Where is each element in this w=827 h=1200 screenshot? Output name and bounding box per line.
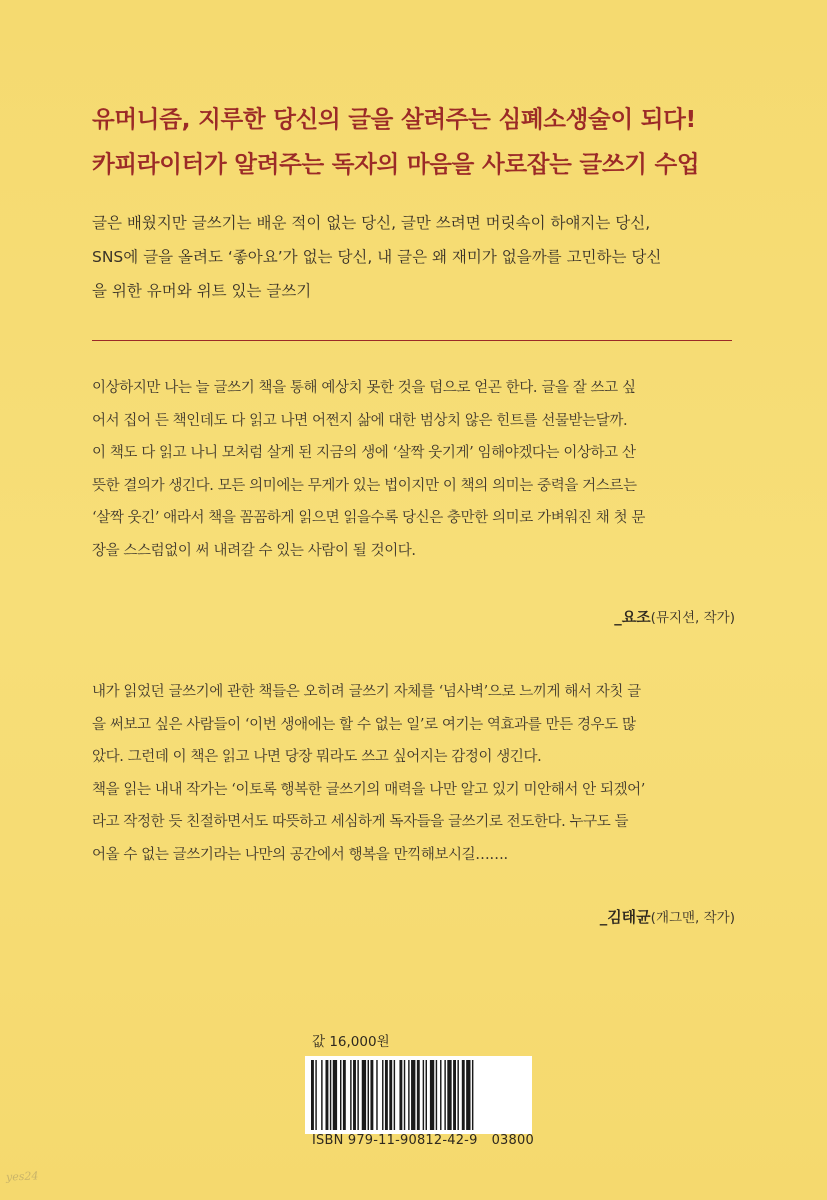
reviewer-name: _김태균	[599, 908, 651, 926]
reviewer-role: (개그맨, 작가)	[650, 910, 735, 926]
review-kimtaegyun-signature	[600, 906, 735, 927]
intro-line: 글은 배웠지만 글쓰기는 배운 적이 없는 당신, 글만 쓰려면 머릿속이 하얘지는 당신,	[92, 214, 651, 232]
isbn-addon: 03800	[491, 1133, 534, 1148]
headline-2: 카피라이터가 알려주는 독자의 마음을 사로잡는 글쓰기 수업	[92, 150, 700, 178]
price-label: 값 16,000원	[312, 1034, 390, 1050]
barcode-icon	[305, 1056, 532, 1134]
watermark-stamp: yes24	[5, 1169, 39, 1184]
review-line: 책을 읽는 내내 작가는 ‘이토록 행복한 글쓰기의 매력을 나만 알고 있기 미안해서 안 되겠어’	[92, 781, 645, 798]
review-kimtaegyun	[92, 676, 740, 871]
isbn-number: ISBN 979-11-90812-42-9	[312, 1133, 478, 1148]
barcode	[305, 1056, 532, 1134]
review-line: 뜻한 결의가 생긴다. 모든 의미에는 무게가 있는 법이지만 이 책의 의미는 중력을 거스르는	[92, 477, 637, 494]
review-line: 았다. 그런데 이 책은 읽고 나면 당장 뭐라도 쓰고 싶어지는 감정이 생긴다.	[92, 749, 542, 765]
section-divider	[92, 340, 732, 341]
reviewer-role: (뮤지션, 작가)	[650, 610, 735, 626]
review-line: 어올 수 없는 글쓰기라는 나만의 공간에서 행복을 만끽해보시길…….	[92, 846, 508, 863]
review-line: ‘살짝 웃긴’ 애라서 책을 꼼꼼하게 읽으면 읽을수록 당신은 충만한 의미로 가벼워진 채 첫 문	[92, 510, 645, 526]
review-yojo-signature	[614, 606, 735, 627]
review-line: 이상하지만 나는 늘 글쓰기 책을 통해 예상치 못한 것을 덤으로 얻곤 한다. 글을 잘 쓰고 싶	[92, 380, 636, 396]
reviewer-name: _요조	[614, 608, 651, 626]
review-yojo	[92, 372, 740, 567]
review-line: 라고 작정한 듯 친절하면서도 따뜻하고 세심하게 독자들을 글쓰기로 전도한다. 누구도 들	[92, 814, 629, 830]
review-line: 을 써보고 싶은 사람들이 ‘이번 생애에는 할 수 없는 일’로 여기는 역효과를 만든 경우도 많	[92, 716, 636, 733]
headline-1: 유머니즘, 지루한 당신의 글을 살려주는 심폐소생술이 되다!	[92, 105, 696, 133]
intro-paragraph	[92, 206, 742, 308]
review-line: 장을 스스럼없이 써 내려갈 수 있는 사람이 될 것이다.	[92, 542, 416, 559]
review-line: 내가 읽었던 글쓰기에 관한 책들은 오히려 글쓰기 자체를 ‘넘사벽’으로 느끼게 해서 자칫 글	[92, 684, 641, 700]
review-line: 어서 집어 든 책인데도 다 읽고 나면 어쩐지 삶에 대한 범상치 않은 힌트를 선물받는달까.	[92, 412, 628, 429]
review-line: 이 책도 다 읽고 나니 모처럼 살게 된 지금의 생에 ‘살짝 웃기게’ 임해야겠다는 이상하고 산	[92, 445, 636, 461]
isbn-label	[312, 1133, 534, 1148]
intro-line: SNS에 글을 올려도 ‘좋아요’가 없는 당신, 내 글은 왜 재미가 없을까를 고민하는 당신	[92, 248, 662, 266]
intro-line: 을 위한 유머와 위트 있는 글쓰기	[92, 282, 312, 300]
